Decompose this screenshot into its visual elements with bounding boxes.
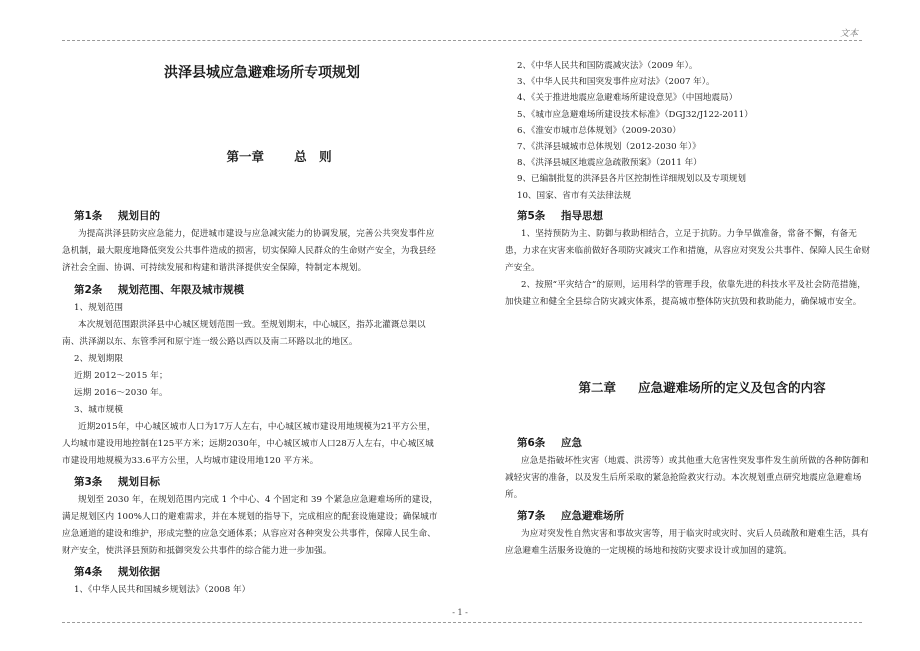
reference-item: 3、《中华人民共和国突发事件应对法》（2007 年）。 [517,77,715,88]
reference-item: 10、国家、省市有关法律法规 [517,190,632,201]
article-5-title: 指导思想 [561,209,603,222]
article-7-text: 为应对突发性自然灾害和事故灾害等，用于临灾时或灾时、灾后人员疏散和避难生活，具有应急避难生活服务设施的一定规模的场地和按防灾要求设计或加固的建筑。 [505,528,869,556]
article-2-heading [74,282,440,297]
article-5-point-1: 1、坚持预防为主、防御与救助相结合，立足于抗防。力争早做准备，常备不懈，有备无患，力求在灾害来临前做好各项防灾减灾工作和措施，从容应对突发公共事件、保障人民生命财产安全。 [505,228,871,273]
article-3-heading [74,474,440,489]
article-3-title: 规划目标 [118,476,160,488]
left-column [62,56,440,598]
reference-item: 2、《中华人民共和国防震减灾法》（2009 年）。 [517,61,698,71]
article-2-scope-label: 1、规划范围 [74,303,124,313]
reference-item: 1、《中华人民共和国城乡规划法》（2008 年） [74,585,251,595]
article-4-title: 规划依据 [118,566,160,578]
article-1-heading [74,208,440,223]
chapter-1-heading [62,132,440,180]
article-1-number: 第1条 [74,210,103,222]
reference-item: 8、《洪泽县城区地震应急疏散预案》（2011 年） [517,158,702,169]
article-2-number: 第2条 [74,284,103,296]
reference-item: 9、已编制批复的洪泽县各片区控制性详细规划以及专项规划 [517,174,746,185]
article-7-number: 第7条 [517,509,546,522]
article-2-scope-text: 本次规划范围跟洪泽县中心城区规划范围一致。至规划期末，中心城区，指苏北灌溉总渠以南、洪泽湖以东、东管季河和原宁连一级公路以西以及南二环路以北的地区。 [62,320,426,347]
chapter-1-title: 总 则 [294,149,332,164]
chapter-2-heading [505,363,873,411]
header-mark: 文本 [839,29,858,39]
reference-item: 4、《关于推进地震应急避难场所建设意见》（中国地震局） [517,93,738,104]
article-6-number: 第6条 [517,436,546,449]
page-number: - 1 - [452,608,468,617]
chapter-2-title: 应急避难场所的定义及包含的内容 [638,379,826,395]
article-7-title: 应急避难场所 [561,509,624,522]
reference-item: 7、《洪泽县城城市总体规划（2012-2030 年）》 [517,142,701,153]
reference-item: 5、《城市应急避难场所建设技术标准》（DGJ32/J122-2011） [517,109,753,120]
article-2-period-label: 2、规划期限 [74,354,124,364]
article-5-point-2: 2、按照“平灾结合”的原则，运用科学的管理手段，依靠先进的科技水平及社会防范措施，加快建立和健全全县综合防灾减灾体系，提高城市整体防灾抗毁和救助能力，确保城市安全。 [505,279,866,307]
chapter-2-number: 第二章 [578,379,617,395]
header-rule [62,40,862,41]
article-7-heading [517,508,873,523]
article-6-title: 应急 [561,436,582,449]
article-1-title: 规划目的 [118,210,160,222]
article-2-scale-text: 近期2015年，中心城区城市人口为17万人左右，中心城区城市建设用地规模为21平方公里，人均城市建设用地控制在125平方米；远期2030年，中心城区城市人口28万人左右，中心城区城市建设用地规模为33.6平方公里，人均城市建设用地120 平方米。 [62,422,436,466]
article-5-heading [517,208,873,223]
article-3-text: 规划至 2030 年，在规划范围内完成 1 个中心、4 个固定和 39 个紧急应急避难场所的建设，满足规划区内 100%人口的避难需求，并在本规划的指导下，完成相应的配套设施建设；确保城市应急通道的建设和维护，形成完整的应急交通体系；从容应对各种突发公共事件，保障人民生命、财产安全，使洪泽县预防和抵御突发公共事件的综合能力进一步加强。 [62,495,438,556]
article-4-number: 第4条 [74,566,103,578]
article-4-heading [74,564,440,579]
right-column [505,58,873,560]
article-6-text: 应急是指破坏性灾害（地震、洪涝等）或其他重大危害性突发事件发生前所做的各种防御和减轻灾害的准备，以及发生后所采取的紧急抢险救灾行动。本次规划重点研究地震应急避难场所。 [505,455,869,500]
chapter-1-number: 第一章 [226,149,265,164]
article-2-near-term: 近期 2012～2015 年； [74,371,168,381]
reference-item: 6、《淮安市城市总体规划》（2009-2030） [517,125,681,136]
article-1-text: 为提高洪泽县防灾应急能力，促进城市建设与应急减灾能力的协调发展，完善公共突发事件应急机制，最大限度地降低突发公共事件造成的损害，切实保障人民群众的生命财产安全，为我县经济社会全面、协调、可持续发展和构建和谐洪泽提供安全保障，特制定本规划。 [62,229,436,273]
article-5-number: 第5条 [517,209,546,222]
document-title: 洪泽县城应急避难场所专项规划 [164,65,360,81]
article-6-heading [517,435,873,450]
article-3-number: 第3条 [74,476,103,488]
article-2-long-term: 远期 2016～2030 年。 [74,388,168,398]
article-2-scale-label: 3、城市规模 [74,405,124,415]
footer-rule [62,622,862,623]
article-2-title: 规划范围、年限及城市规模 [118,284,244,296]
